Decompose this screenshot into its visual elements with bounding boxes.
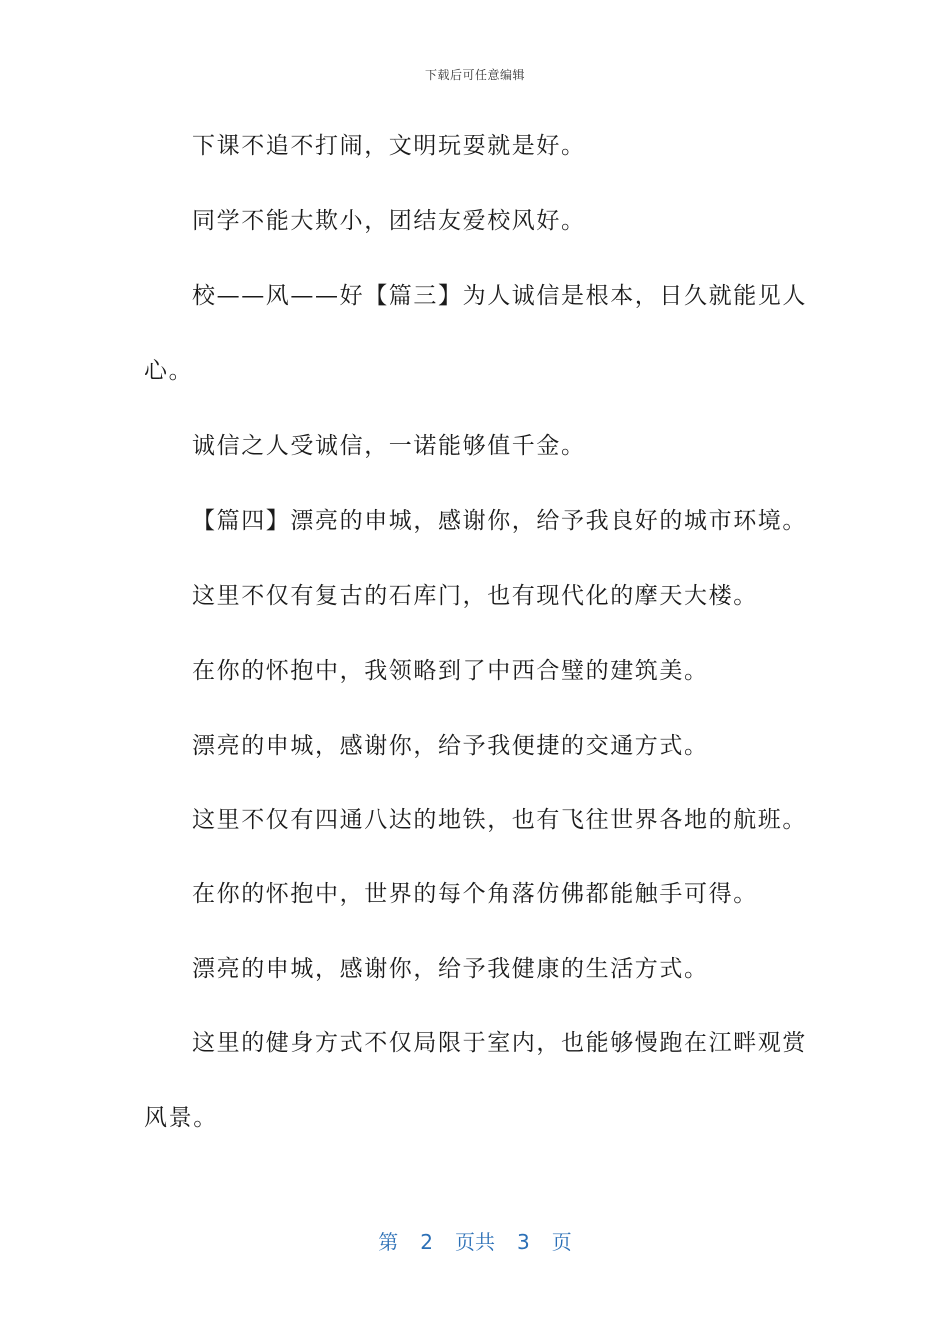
paragraph-line: 漂亮的申城，感谢你，给予我健康的生活方式。 bbox=[192, 956, 709, 982]
footer-middle: 页共 bbox=[455, 1230, 495, 1254]
footer-prefix: 第 bbox=[378, 1230, 399, 1254]
paragraph-line: 漂亮的申城，感谢你，给予我便捷的交通方式。 bbox=[192, 733, 709, 759]
paragraph-line: 下课不追不打闹，文明玩耍就是好。 bbox=[192, 133, 586, 159]
paragraph-line: 同学不能大欺小，团结友爱校风好。 bbox=[192, 208, 586, 234]
paragraph-line: 风景。 bbox=[144, 1105, 218, 1131]
page-footer bbox=[0, 1226, 950, 1255]
paragraph-line: 【篇四】漂亮的申城，感谢你，给予我良好的城市环境。 bbox=[192, 508, 807, 534]
paragraph-line: 在你的怀抱中，我领略到了中西合璧的建筑美。 bbox=[192, 658, 709, 684]
paragraph-line: 这里不仅有四通八达的地铁，也有飞往世界各地的航班。 bbox=[192, 807, 807, 833]
footer-suffix: 页 bbox=[551, 1230, 572, 1254]
paragraph-line: 这里的健身方式不仅局限于室内，也能够慢跑在江畔观赏 bbox=[192, 1030, 807, 1056]
paragraph-line: 这里不仅有复古的石库门，也有现代化的摩天大楼。 bbox=[192, 583, 758, 609]
total-page-number: 3 bbox=[517, 1230, 530, 1254]
paragraph-line: 校——风——好【篇三】为人诚信是根本，日久就能见人 bbox=[192, 283, 807, 309]
paragraph-line: 心。 bbox=[144, 358, 194, 384]
paragraph-line: 诚信之人受诚信，一诺能够值千金。 bbox=[192, 433, 586, 459]
page-header: 下载后可任意编辑 bbox=[424, 68, 525, 82]
paragraph-line: 在你的怀抱中，世界的每个角落仿佛都能触手可得。 bbox=[192, 881, 758, 907]
current-page-number: 2 bbox=[420, 1230, 433, 1254]
